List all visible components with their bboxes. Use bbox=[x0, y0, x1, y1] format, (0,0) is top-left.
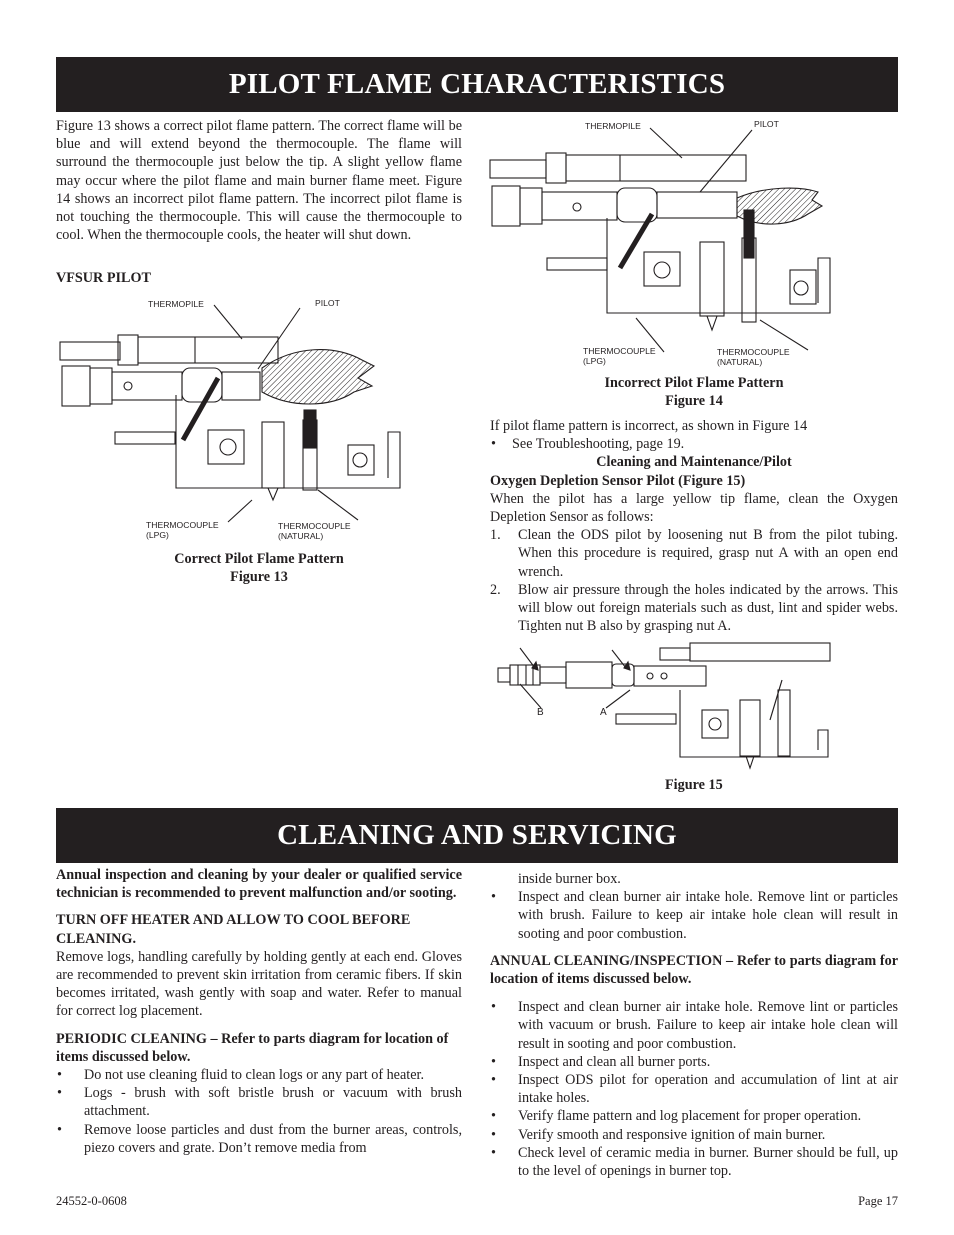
list-item: • See Troubleshooting, page 19. bbox=[490, 435, 898, 453]
ods-heading-1: Cleaning and Maintenance/Pilot bbox=[596, 454, 792, 471]
periodic-cleaning-list bbox=[56, 1066, 462, 1157]
cleaning-right-column bbox=[490, 870, 898, 1180]
list-item: • Do not use cleaning fluid to clean logs or any part of heater. bbox=[56, 1066, 462, 1084]
fig14-label-tc-lpg-line2: (LPG) bbox=[583, 356, 606, 366]
turn-off-heading: TURN OFF HEATER AND ALLOW TO COOL BEFORE CLEANING. bbox=[56, 912, 411, 947]
list-item: • Remove loose particles and dust from the burner areas, controls, piezo covers and grate. Don’t remove media from bbox=[56, 1121, 462, 1157]
fig14-label-tc-nat-line1: THERMOCOUPLE bbox=[717, 347, 790, 357]
intro-paragraph: Figure 13 shows a correct pilot flame pattern. The correct flame will be blue and will extend beyond the thermocouple. The flame will surround the thermocouple just below the tip. A slight yellow flame may occur where the pilot flame and main burner flame meet. Figure 14 shows an incorrect pilot flame pattern. The incorrect pilot flame is not touching the thermocouple. This will cause the thermocouple to cool. When the thermocouple cools, the heater will shut down. bbox=[56, 118, 462, 244]
periodic-continued: inside burner box. bbox=[518, 871, 621, 887]
annual-cleaning-list bbox=[490, 998, 898, 1180]
cleaning-left-column bbox=[56, 866, 462, 1157]
annual-cleaning-heading: ANNUAL CLEANING/INSPECTION – Refer to parts diagram for location of items discussed below. bbox=[490, 952, 898, 988]
section-banner-cleaning: CLEANING AND SERVICING bbox=[56, 808, 898, 863]
footer-page-number: Page 17 bbox=[858, 1194, 898, 1208]
vfsur-pilot-heading: VFSUR PILOT bbox=[56, 270, 151, 286]
footer-document-number: 24552-0-0608 bbox=[56, 1194, 127, 1208]
fig14-caption-figure: Figure 14 bbox=[665, 393, 723, 410]
fig14-label-tc-nat-line2: (NATURAL) bbox=[717, 357, 763, 367]
list-item: • Verify smooth and responsive ignition of main burner. bbox=[490, 1126, 898, 1144]
list-item: • Verify flame pattern and log placement for proper operation. bbox=[490, 1107, 898, 1125]
list-item: • Logs - brush with soft bristle brush or vacuum with brush attachment. bbox=[56, 1084, 462, 1120]
logs-paragraph: Remove logs, handling carefully by holding gently at each end. Gloves are recommended to prevent skin irritation from ceramic fibers. If skin becomes irritated, wash gently with soap and water. Refer to manual for correct log placement. bbox=[56, 948, 462, 1020]
periodic-cleaning-list-2 bbox=[490, 888, 898, 943]
fig13-label-tc-lpg-line2: (LPG) bbox=[146, 530, 169, 540]
section-banner-pilot-flame: PILOT FLAME CHARACTERISTICS bbox=[56, 57, 898, 112]
fig15-label-a: A bbox=[600, 707, 607, 718]
fig13-label-thermopile: THERMOPILE bbox=[148, 299, 204, 309]
annual-inspection-note: Annual inspection and cleaning by your dealer or qualified service technician is recommended to prevent malfunction and/or sooting. bbox=[56, 867, 462, 902]
fig13-label-tc-nat-line1: THERMOCOUPLE bbox=[278, 521, 351, 531]
list-item: • Inspect and clean all burner ports. bbox=[490, 1053, 898, 1071]
fig15-label-b: B bbox=[537, 707, 544, 718]
incorrect-note: If pilot flame pattern is incorrect, as shown in Figure 14 bbox=[490, 418, 808, 434]
fig14-label-tc-lpg-line1: THERMOCOUPLE bbox=[583, 346, 656, 356]
list-item: • Inspect and clean burner air intake hole. Remove lint or particles with vacuum or brush. Failure to keep air intake hole clean will result in sooting and poor combustion. bbox=[490, 998, 898, 1053]
fig13-caption-figure: Figure 13 bbox=[230, 569, 288, 586]
list-item: • Inspect and clean burner air intake hole. Remove lint or particles with brush. Failure to keep air intake hole clean will result in sooting and poor combustion. bbox=[490, 888, 898, 943]
fig13-label-tc-lpg-line1: THERMOCOUPLE bbox=[146, 520, 219, 530]
fig14-caption-title: Incorrect Pilot Flame Pattern bbox=[604, 375, 784, 391]
fig14-label-pilot: PILOT bbox=[754, 119, 779, 129]
periodic-cleaning-heading: PERIODIC CLEANING – Refer to parts diagram for location of items discussed below. bbox=[56, 1030, 449, 1065]
fig13-caption-title: Correct Pilot Flame Pattern bbox=[174, 551, 344, 567]
list-item: • Inspect ODS pilot for operation and accumulation of lint at air intake holes. bbox=[490, 1071, 898, 1107]
ods-intro: When the pilot has a large yellow tip flame, clean the Oxygen Depletion Sensor as follows: bbox=[490, 490, 898, 526]
step-text: Blow air pressure through the holes indicated by the arrows. This will blow out foreign materials such as dust, lint and spider webs. Tighten nut B also by grasping nut A. bbox=[518, 581, 898, 635]
fig13-label-tc-nat-line2: (NATURAL) bbox=[278, 531, 324, 541]
ods-heading-2: Oxygen Depletion Sensor Pilot (Figure 15) bbox=[490, 472, 746, 489]
fig15-caption: Figure 15 bbox=[665, 777, 723, 793]
step-number: 2. bbox=[490, 581, 501, 598]
fig13-label-pilot: PILOT bbox=[315, 298, 340, 308]
step-text: Clean the ODS pilot by loosening nut B from the pilot tubing. When this procedure is required, grasp nut A with an open end wrench. bbox=[518, 527, 898, 580]
list-item: • Check level of ceramic media in burner. Burner should be full, up to the level of openings in burner top. bbox=[490, 1144, 898, 1180]
fig14-label-thermopile: THERMOPILE bbox=[585, 121, 641, 131]
step-number: 1. bbox=[490, 527, 501, 544]
